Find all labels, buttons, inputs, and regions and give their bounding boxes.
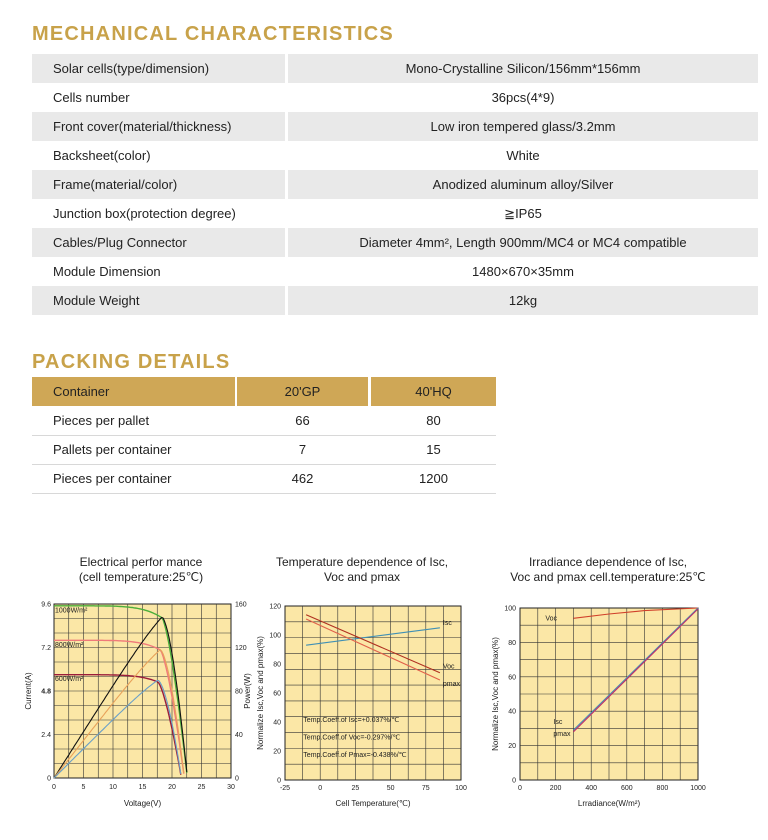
packing-row-20gp: 66 bbox=[295, 413, 310, 428]
packing-row-label: Pieces per container bbox=[53, 471, 172, 486]
chart3-y-tick: 60 bbox=[508, 674, 516, 682]
chart3-series-label: pmax bbox=[553, 730, 571, 738]
packing-row bbox=[32, 435, 496, 465]
chart-electrical-performance bbox=[24, 592, 254, 814]
chart3-title-line1: Irradiance dependence of Isc, bbox=[528, 555, 688, 569]
mechanical-row-value: Low iron tempered glass/3.2mm bbox=[288, 112, 758, 141]
chart2-x-tick: 100 bbox=[455, 785, 467, 792]
mechanical-row-label: Module Dimension bbox=[53, 264, 161, 279]
chart3-x-tick: 1000 bbox=[690, 785, 706, 792]
chart1-y-tick: 7.2 bbox=[41, 645, 51, 652]
packing-header-row bbox=[32, 377, 496, 406]
mechanical-row bbox=[32, 141, 758, 170]
chart1-y2-tick: 0 bbox=[235, 775, 239, 783]
mechanical-row bbox=[32, 83, 758, 112]
chart1-y-tick: 0 bbox=[47, 775, 51, 783]
chart2-annotation: Temp.Coeff.of Pmax=-0.438%/℃ bbox=[303, 751, 407, 759]
chart1-x-label: Voltage(V) bbox=[123, 799, 162, 808]
chart1-series-label: 800W/m² bbox=[55, 641, 84, 649]
chart1-x-tick: 10 bbox=[109, 784, 117, 791]
chart1-y2-tick: 120 bbox=[235, 645, 247, 652]
chart2-title-line1: Temperature dependence of Isc, bbox=[275, 555, 449, 569]
chart1-x-tick: 30 bbox=[227, 784, 235, 791]
chart-temperature-dependence bbox=[252, 592, 478, 818]
chart2-x-tick: 0 bbox=[318, 785, 323, 792]
chart2-y-label: Normalize Isc,Voc and pmax(%) bbox=[256, 636, 265, 750]
chart1-x-tick: 20 bbox=[168, 784, 176, 791]
chart1-x-tick: 0 bbox=[52, 784, 56, 791]
chart2-x-tick: -25 bbox=[279, 785, 291, 792]
mechanical-row-label: Backsheet(color) bbox=[53, 148, 151, 163]
chart2-y-tick: 40 bbox=[273, 719, 281, 727]
chart1-y2-tick: 40 bbox=[235, 732, 243, 739]
mechanical-row-value: Anodized aluminum alloy/Silver bbox=[288, 170, 758, 199]
packing-row-40hq: 15 bbox=[426, 442, 441, 457]
chart2-x-tick: 25 bbox=[351, 785, 360, 792]
packing-row-40hq: 1200 bbox=[419, 471, 448, 486]
mechanical-row-value: ≧IP65 bbox=[504, 206, 542, 221]
chart3-y-label: Normalize Isc,Voc and pmax(%) bbox=[491, 637, 500, 751]
chart1-y2-label: Power(W) bbox=[243, 673, 252, 709]
chart1-title bbox=[36, 555, 246, 585]
mechanical-row bbox=[32, 286, 758, 315]
mechanical-row-value: Mono-Crystalline Silicon/156mm*156mm bbox=[288, 54, 758, 83]
chart3-title-line2: Voc and pmax cell.temperature:25℃ bbox=[510, 570, 706, 584]
packing-title: PACKING DETAILS bbox=[32, 351, 231, 373]
chart1-y-tick: 9.6 bbox=[41, 601, 51, 609]
mechanical-row-value: 36pcs(4*9) bbox=[491, 90, 555, 105]
chart3-y-tick: 20 bbox=[508, 743, 516, 751]
chart-irradiance-dependence bbox=[488, 592, 716, 818]
chart3-y-tick: 40 bbox=[508, 708, 516, 716]
chart2-series-label: Isc bbox=[442, 619, 452, 627]
mechanical-title: MECHANICAL CHARACTERISTICS bbox=[32, 23, 394, 45]
packing-header-40hq: 40'HQ bbox=[371, 377, 496, 406]
mechanical-row-label: Front cover(material/thickness) bbox=[32, 112, 285, 141]
packing-row-label: Pallets per container bbox=[53, 442, 172, 457]
chart2-title-line2: Voc and pmax bbox=[323, 570, 401, 584]
chart2-y-tick: 20 bbox=[273, 748, 281, 756]
chart2-y-tick: 0 bbox=[277, 777, 281, 785]
packing-row bbox=[32, 406, 496, 436]
chart2-y-tick: 60 bbox=[273, 690, 281, 698]
chart3-title bbox=[478, 555, 738, 585]
mechanical-row-label: Cables/Plug Connector bbox=[32, 228, 285, 257]
chart3-x-tick: 400 bbox=[585, 785, 598, 792]
packing-row-40hq: 80 bbox=[426, 413, 441, 428]
chart3-x-tick: 200 bbox=[549, 785, 562, 792]
packing-row bbox=[32, 464, 496, 494]
chart3-x-tick: 0 bbox=[518, 785, 522, 792]
chart1-y-tick: 4.8 bbox=[41, 688, 51, 696]
chart3-y-tick: 0 bbox=[512, 777, 516, 785]
chart2-series-label: pmax bbox=[442, 680, 461, 688]
chart3-y-tick: 100 bbox=[504, 605, 516, 613]
packing-row-20gp: 462 bbox=[291, 471, 314, 486]
chart2-title bbox=[252, 555, 472, 585]
chart2-series-label: Voc bbox=[442, 663, 455, 671]
mechanical-row bbox=[32, 228, 758, 257]
chart1-title-line1: Electrical perfor mance bbox=[79, 555, 203, 569]
mechanical-row-value: 1480×670×35mm bbox=[472, 264, 574, 279]
chart2-x-tick: 75 bbox=[421, 785, 430, 792]
chart1-title-line2: (cell temperature:25℃) bbox=[78, 570, 204, 584]
mechanical-row-label: Cells number bbox=[53, 90, 130, 105]
mechanical-row-value: White bbox=[506, 148, 540, 163]
chart1-y-label: Current(A) bbox=[24, 672, 33, 710]
chart3-x-tick: 600 bbox=[620, 785, 633, 792]
chart3-y-tick: 80 bbox=[508, 639, 516, 647]
chart3-series-label: Voc bbox=[545, 615, 558, 623]
mechanical-row bbox=[32, 112, 758, 141]
chart2-y-tick: 100 bbox=[269, 632, 281, 640]
chart2-x-label: Cell Temperature(℃) bbox=[335, 799, 411, 808]
chart3-x-tick: 800 bbox=[656, 785, 669, 792]
packing-row-20gp: 7 bbox=[298, 442, 307, 457]
chart2-x-tick: 50 bbox=[386, 785, 395, 792]
chart1-series-label: 600W/m² bbox=[55, 676, 84, 684]
mechanical-row-value: 12kg bbox=[288, 286, 758, 315]
packing-row-label: Pieces per pallet bbox=[53, 413, 150, 428]
chart1-y2-tick: 160 bbox=[235, 601, 247, 609]
chart1-series-label: 1000W/m² bbox=[55, 607, 88, 615]
chart3-x-label: Lrradiance(W/m²) bbox=[577, 799, 641, 808]
mechanical-row-value: Diameter 4mm², Length 900mm/MC4 or MC4 compatible bbox=[288, 228, 758, 257]
chart1-y-tick: 2.4 bbox=[41, 732, 51, 739]
packing-header-20gp: 20'GP bbox=[237, 377, 368, 406]
mechanical-row-label: Module Weight bbox=[32, 286, 285, 315]
chart2-y-tick: 120 bbox=[269, 603, 281, 611]
mechanical-row bbox=[32, 257, 758, 286]
chart1-x-tick: 5 bbox=[81, 784, 86, 791]
chart2-annotation: Temp.Coeff.of Isc=+0.037%/℃ bbox=[303, 717, 400, 724]
mechanical-row bbox=[32, 170, 758, 199]
mechanical-row-label: Frame(material/color) bbox=[32, 170, 285, 199]
mechanical-row bbox=[32, 54, 758, 83]
chart2-annotation: Temp.Coeff.of Voc=-0.297%/℃ bbox=[303, 734, 401, 742]
chart3-series-label: Isc bbox=[553, 719, 563, 727]
chart2-y-tick: 80 bbox=[273, 661, 281, 669]
packing-header-label: Container bbox=[32, 377, 235, 406]
mechanical-row-label: Junction box(protection degree) bbox=[53, 206, 236, 221]
chart1-x-tick: 15 bbox=[138, 784, 147, 791]
chart1-x-tick: 25 bbox=[197, 784, 206, 791]
mechanical-row-label: Solar cells(type/dimension) bbox=[32, 54, 285, 83]
mechanical-row bbox=[32, 199, 758, 228]
chart1-y2-tick: 80 bbox=[235, 688, 243, 696]
